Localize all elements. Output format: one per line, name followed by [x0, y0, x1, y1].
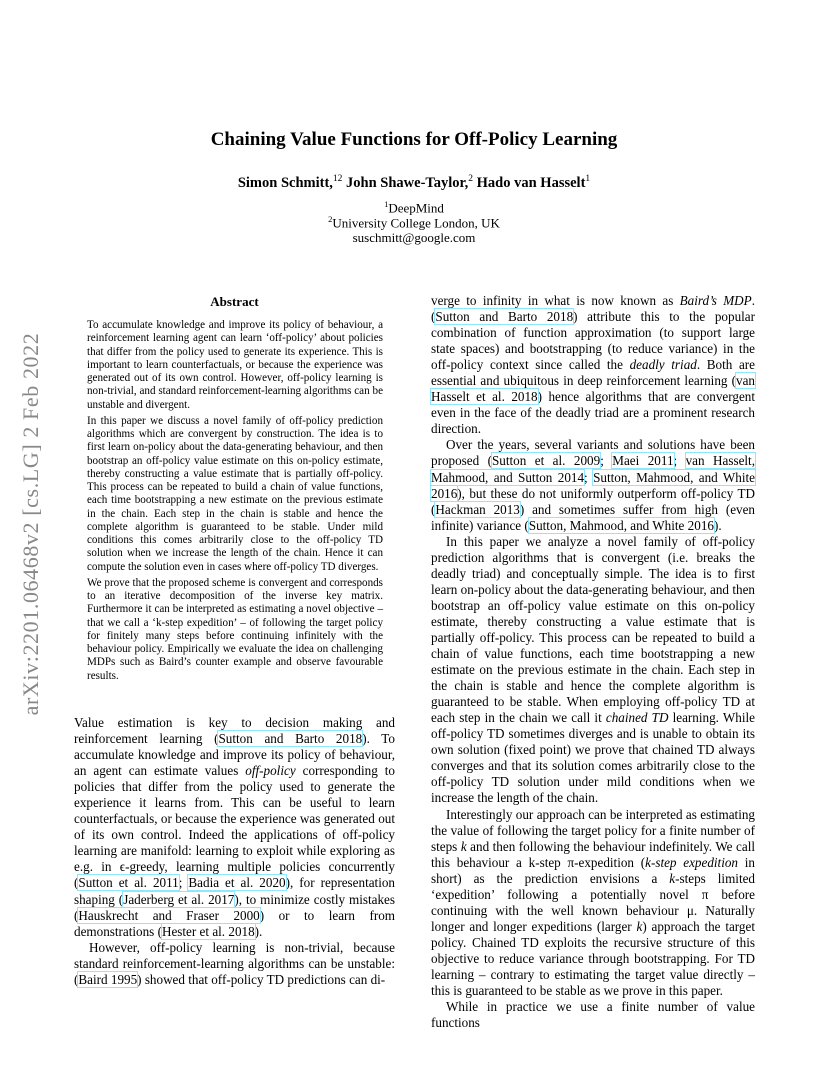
citation-link[interactable]: Sutton, Mahmood, and White 2016 — [431, 469, 756, 501]
citation-link[interactable]: Sutton et al. 2011 — [78, 875, 179, 891]
author-affiliation-mark: 12 — [332, 174, 343, 184]
body-paragraph: However, off-policy learning is non-trivial, because standard reinforcement-learning algorithms can be unstable: (Baird 1995) showed that off-policy TD predictions can di- — [74, 939, 395, 987]
body-paragraph: Over the years, several variants and solutions have been proposed (Sutton et al. 2009; Maei 2011; van Hasselt, Mahmood, and Sutton 2014; Sutton, Mahmood, and White 2016), but these do not uniformly outperform off-policy TD (Hackman 2013) and sometimes suffer from high (even infinite) variance (Sutton, Mahmood, and White 2016). — [431, 437, 756, 533]
affiliation-name: University College London, UK — [332, 215, 500, 231]
citation-link[interactable]: Jaderberg et al. 2017 — [123, 891, 235, 907]
author-affiliation-mark: 1 — [585, 174, 591, 184]
body-paragraph: In this paper we analyze a novel family of off-policy prediction algorithms that is convergent (i.e. breaks the deadly triad) and conceptually simple. The idea is to first learn on-policy about the data-generating behaviour, and then bootstrap an off-policy value estimate on this on-policy estimate, thereby constructing a value estimate that is partially off-policy. This process can be repeated to build a chain of value functions, each time bootstrapping a new estimate on the previous estimate in the chain. Each step in the chain is stable and hence the complete algorithm is guaranteed to be stable. When employing off-policy TD at each step in the chain we call it chained TD learning. While off-policy TD sometimes diverges and is unable to obtain its own solution (fixed point) we prove that chained TD always converges and that its solution comes arbitrarily close to the off-policy TD solution under mild conditions when we increase the length of the chain. — [431, 533, 755, 806]
body-paragraph: verge to infinity in what is now known as Baird’s MDP. (Sutton and Barto 2018) attribute this to the popular combination of function approximation (to support large state spaces) and bootstrapping (to reduce variance) in the off-policy context since called the deadly triad. Both are essential and ubiquitous in deep reinforcement learning (van Hasselt et al. 2018) hence algorithms that are convergent even in the face of the deadly triad are a prominent research direction. — [431, 293, 756, 437]
author-affiliation-mark: 2 — [468, 174, 474, 184]
left-column — [74, 715, 395, 988]
right-column — [431, 293, 755, 1031]
citation-link[interactable]: Badia et al. 2020 — [188, 875, 286, 891]
author-name: John Shawe-Taylor, — [346, 174, 469, 191]
author-email[interactable]: suschmitt@google.com — [352, 230, 476, 245]
body-paragraph: Value estimation is key to decision making and reinforcement learning (Sutton and Barto 2018). To accumulate knowledge and improve its policy of behaviour, an agent can estimate values off-policy corresponding to policies that differ from the policy used to generate the experience it learns from. This can be useful to learn counterfactuals, or because the experience was generated out of its own control. Indeed the applications of off-policy learning are manifold: learning to exploit while exploring as e.g. in ϵ-greedy, learning multiple policies concurrently (Sutton et al. 2011; Badia et al. 2020), for representation shaping (Jaderberg et al. 2017), to minimize costly mistakes (Hauskrecht and Fraser 2000) or to learn from demonstrations (Hester et al. 2018). — [74, 715, 396, 939]
affiliation-mark: 2 — [328, 214, 333, 224]
body-paragraph: While in practice we use a finite number of value functions — [431, 999, 755, 1031]
author-list — [0, 174, 828, 192]
citation-link[interactable]: Maei 2011 — [612, 453, 674, 469]
paper-title: Chaining Value Functions for Off-Policy Learning — [210, 129, 618, 150]
citation-link[interactable]: Sutton and Barto 2018 — [435, 309, 574, 325]
citation-link[interactable]: Sutton, Mahmood, and White 2016 — [528, 517, 714, 533]
arxiv-stamp — [0, 293, 62, 755]
citation-link[interactable]: Baird 1995 — [78, 971, 138, 987]
abstract-paragraph: In this paper we discuss a novel family of off-policy prediction algorithms which are convergent by construction. The idea is to first learn on-policy about the data-generating behaviour, and then bootstrap an off-policy value estimate on this on-policy estimate, thereby constructing a value estimate that is partially off-policy. This process can be repeated to build a chain of value functions, each time bootstrapping a new estimate on the previous estimate in the chain. Each step in the chain is stable and hence the complete algorithm is guaranteed to be stable. Under mild conditions this comes arbitrarily close to the off-policy TD solution when we increase the length of the chain. Hence it can compute the solution even in cases where off-policy TD diverges. — [87, 414, 383, 573]
body-paragraph: Interestingly our approach can be interpreted as estimating the value of following the target policy for a finite number of steps k and then following the behaviour indefinitely. We call this behaviour a k-step π-expedition (k-step expedition in short) as the prediction envisions a k-steps limited ‘expedition’ following a potentially novel π before continuing with the well known behaviour μ. Naturally longer and longer expeditions (larger k) approach the target policy. Chained TD exploits the recursive structure of this objective to reduce variance through bootstrapping. For TD learning – contrary to estimating the target value directly – this is guaranteed to be stable as we prove in this paper. — [431, 806, 756, 999]
citation-link[interactable]: Hauskrecht and Fraser 2000 — [78, 907, 260, 923]
citation-link[interactable]: van Hasselt, Mahmood, and Sutton 2014 — [431, 453, 755, 485]
citation-link[interactable]: Sutton and Barto 2018 — [218, 731, 363, 747]
abstract-paragraph: To accumulate knowledge and improve its policy of behaviour, a reinforcement learning agent can learn ‘off-policy’ about policies that differ from the policy used to generate its experience. This is important to learn counterfactuals, or because the experience was generated out of its own control. However, off-policy learning is non-trivial, and standard reinforcement-learning algorithms can be unstable and divergent. — [87, 319, 383, 411]
author-name: Hado van Hasselt — [476, 174, 586, 191]
affiliation — [0, 214, 828, 231]
author-name: Simon Schmitt, — [237, 174, 333, 191]
citation-link[interactable]: Hackman 2013 — [435, 501, 520, 517]
citation-link[interactable]: Hester et al. 2018 — [161, 923, 255, 939]
affiliation-mark: 1 — [384, 199, 389, 209]
abstract-heading: Abstract — [210, 294, 259, 309]
abstract-body — [87, 319, 383, 686]
arxiv-identifier[interactable]: arXiv:2201.06468v2 [cs.LG] 2 Feb 2022 — [18, 332, 43, 716]
abstract-paragraph: We prove that the proposed scheme is convergent and corresponds to an iterative decomposition of the inverse key matrix. Furthermore it can be interpreted as estimating a novel objective – that we call a ‘k-step expedition’ – of following the target policy for finitely many steps before continuing infinitely with the behaviour policy. Empirically we evaluate the idea on challenging MDPs such as Baird’s counter example and observe favourable results. — [87, 576, 383, 682]
citation-link[interactable]: Sutton et al. 2009 — [492, 453, 601, 469]
affiliation-name: DeepMind — [388, 200, 444, 216]
citation-link[interactable]: van Hasselt et al. 2018 — [431, 373, 755, 405]
